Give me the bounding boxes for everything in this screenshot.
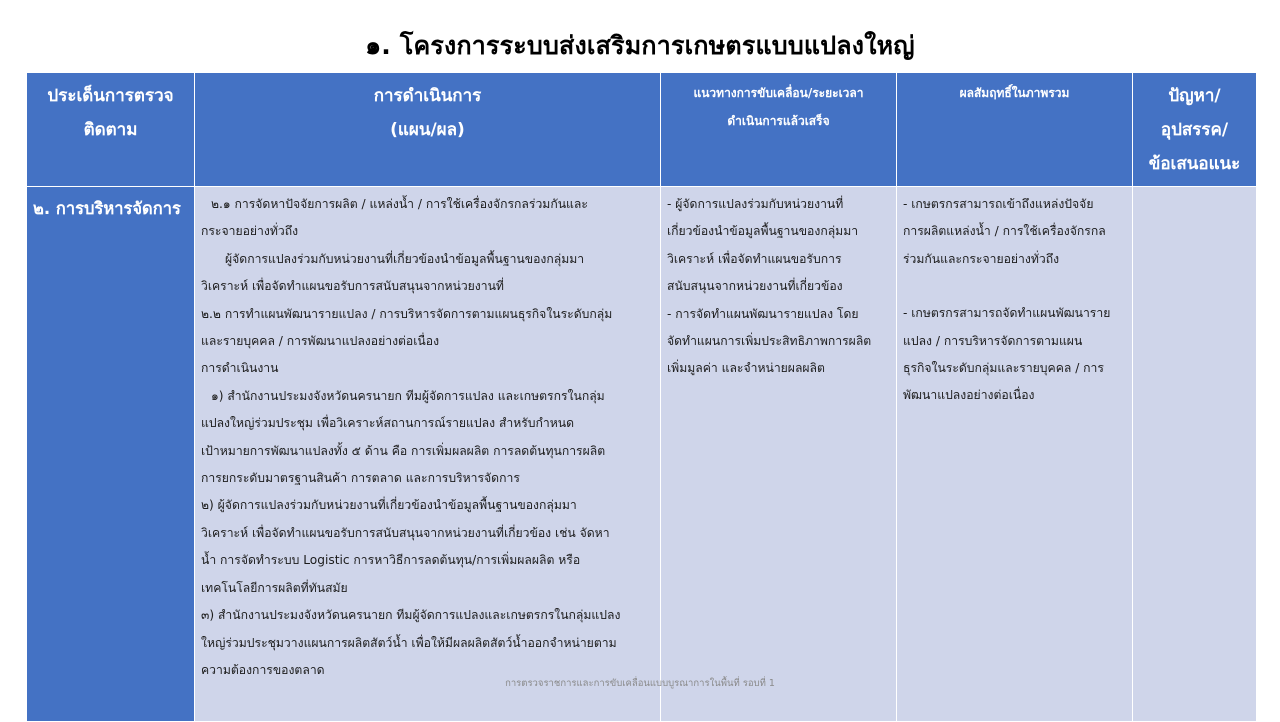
- header-actions: การดำเนินการ (แผน/ผล): [195, 73, 661, 187]
- header-problems: ปัญหา/ อุปสรรค/ ข้อเสนอแนะ: [1133, 73, 1257, 187]
- results-cell: - เกษตรกรสามารถเข้าถึงแหล่งปัจจัย การผลิตแหล่งน้ำ / การใช้เครื่องจักรกล ร่วมกันและกระจายอย่างทั่วถึง - เกษตรกรสามารถจัดทำแผนพัฒนาราย แปลง / การบริหารจัดการตามแผน ธุรกิจในระดับกลุ่มและรายบุคคล / การ พัฒนาแปลงอย่างต่อเนื่อง: [897, 187, 1133, 722]
- footer-note: การตรวจราชการและการขับเคลื่อนแบบบูรณาการในพื้นที่ รอบที่ 1: [505, 678, 775, 689]
- header-results: ผลสัมฤทธิ์ในภาพรวม: [897, 73, 1133, 187]
- table-header-row: [27, 73, 1257, 187]
- table-row: [27, 187, 1257, 722]
- problems-cell: [1133, 187, 1257, 722]
- topic-cell: ๒. การบริหารจัดการ: [27, 187, 195, 722]
- actions-cell: ๒.๑ การจัดหาปัจจัยการผลิต / แหล่งน้ำ / การใช้เครื่องจักรกลร่วมกันและ กระจายอย่างทั่วถึง ผู้จัดการแปลงร่วมกับหน่วยงานที่เกี่ยวข้องนำข้อมูลพื้นฐานของกลุ่มมา วิเคราะห์ เพื่อจัดทำแผนขอรับการสนับสนุนจากหน่วยงานที่ ๒.๒ การทำแผนพัฒนารายแปลง / การบริหารจัดการตามแผนธุรกิจในระดับกลุ่ม และรายบุคคล / การพัฒนาแปลงอย่างต่อเนื่อง การดำเนินงาน ๑) สำนักงานประมงจังหวัดนครนายก ทีมผู้จัดการแปลง และเกษตรกรในกลุ่ม แปลงใหญ่ร่วมประชุม เพื่อวิเคราะห์สถานการณ์รายแปลง สำหรับกำหนด เป้าหมายการพัฒนาแปลงทั้ง ๕ ด้าน คือ การเพิ่มผลผลิต การลดต้นทุนการผลิต การยกระดับมาตรฐานสินค้า การตลาด และการบริหารจัดการ ๒) ผู้จัดการแปลงร่วมกับหน่วยงานที่เกี่ยวข้องนำข้อมูลพื้นฐานของกลุ่มมา วิเคราะห์ เพื่อจัดทำแผนขอรับการสนับสนุนจากหน่วยงานที่เกี่ยวข้อง เช่น จัดหา น้ำ การจัดทำระบบ Logistic การหาวิธีการลดต้นทุน/การเพิ่มผลผลิต หรือ เทคโนโลยีการผลิตที่ทันสมัย ๓) สำนักงานประมงจังหวัดนครนายก ทีมผู้จัดการแปลงและเกษตรกรในกลุ่มแปลง ใหญ่ร่วมประชุมวางแผนการผลิตสัตว์น้ำ เพื่อให้มีผลผลิตสัตว์น้ำออกจำหน่ายตาม ความต้องการของตลาด: [195, 187, 661, 722]
- header-approach: แนวทางการขับเคลื่อน/ระยะเวลา ดำเนินการแล้วเสร็จ: [661, 73, 897, 187]
- slide-title: ๑. โครงการระบบส่งเสริมการเกษตรแบบแปลงใหญ่: [365, 31, 915, 60]
- header-inspection-topic: ประเด็นการตรวจ ติดตาม: [27, 73, 195, 187]
- report-table: [26, 72, 1257, 722]
- approach-cell: - ผู้จัดการแปลงร่วมกับหน่วยงานที่ เกี่ยวข้องนำข้อมูลพื้นฐานของกลุ่มมา วิเคราะห์ เพื่อจัดทำแผนขอรับการ สนับสนุนจากหน่วยงานที่เกี่ยวข้อง - การจัดทำแผนพัฒนารายแปลง โดย จัดทำแผนการเพิ่มประสิทธิภาพการผลิต เพิ่มมูลค่า และจำหน่ายผลผลิต: [661, 187, 897, 722]
